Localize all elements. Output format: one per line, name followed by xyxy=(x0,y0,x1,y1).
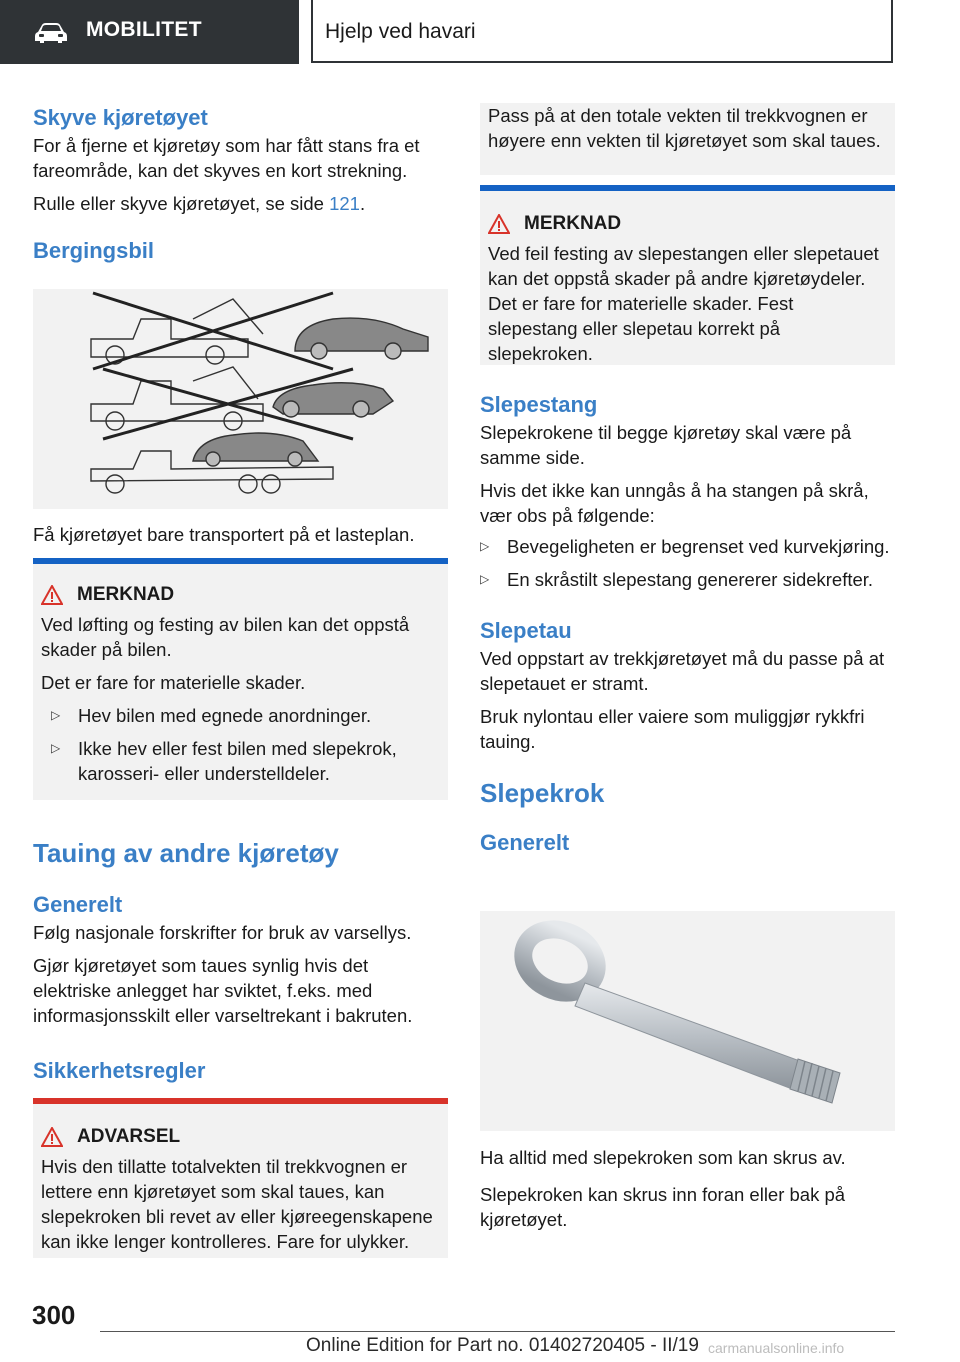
left-column-2 xyxy=(33,522,448,547)
towing-eye-illustration xyxy=(480,911,895,1131)
note-box xyxy=(33,558,448,800)
note-label: MERKNAD xyxy=(77,584,175,605)
heading-slepetau: Slepetau xyxy=(480,618,572,643)
list-item-text: En skråstilt slepestang genererer sidekrefter. xyxy=(507,569,874,590)
list-item xyxy=(480,534,895,559)
list-item xyxy=(41,703,440,728)
chapter-title: Hjelp ved havari xyxy=(325,20,476,43)
paragraph: Ved oppstart av trekkjøretøyet må du passe på at slepetauet er stramt. xyxy=(480,648,885,694)
heading-generelt: Generelt xyxy=(480,830,570,855)
image-caption: Ha alltid med slepekroken som kan skrus av. xyxy=(480,1147,846,1168)
page-number: 300 xyxy=(32,1300,76,1330)
edition-text: Online Edition for Part no. 01402720405 - II/19 xyxy=(306,1335,699,1356)
note-text: Ved løfting og festing av bilen kan det oppstå skader på bilen. xyxy=(41,614,410,660)
warning-triangle-icon xyxy=(41,1127,63,1147)
note-text: Ved feil festing av slepestangen eller slepetauet kan det oppstå skader på andre kjøretøydeler. Det er fare for materielle skader. Fest slepestang eller slepetau korrekt på slepekroken. xyxy=(488,243,879,364)
image-caption: Få kjøretøyet bare transportert på et lasteplan. xyxy=(33,524,415,545)
warning-label: ADVARSEL xyxy=(77,1126,181,1147)
warning-text: Hvis den tillatte totalvekten til trekkvognen er lettere enn kjøretøyet som skal taues, kan slepekroken bli revet av eller kjøreegenskapene kan ikke lenger kontrolleres. Fare for ulykker. xyxy=(41,1156,433,1252)
heading-tauing: Tauing av andre kjøretøy xyxy=(33,838,339,868)
note-text: Det er fare for materielle skader. xyxy=(41,672,306,693)
right-column xyxy=(480,390,895,858)
warning-continuation xyxy=(480,103,895,175)
paragraph: Hvis det ikke kan unngås å ha stangen på skrå, vær obs på følgende: xyxy=(480,480,869,526)
right-column-2 xyxy=(480,1145,895,1232)
footer-divider xyxy=(100,1331,895,1332)
section-title: MOBILITET xyxy=(86,18,202,41)
note-label: MERKNAD xyxy=(524,213,622,234)
list-item xyxy=(480,567,895,592)
paragraph: For å fjerne et kjøretøy som har fått stans fra et fareområde, kan det skyves en kort strekning. xyxy=(33,135,420,181)
paragraph: Slepekrokene til begge kjøretøy skal være på samme side. xyxy=(480,422,852,468)
crossref-text: Rulle eller skyve kjøretøyet, se side xyxy=(33,193,330,214)
note-box xyxy=(480,185,895,365)
paragraph: Slepekroken kan skrus inn foran eller bak på kjøretøyet. xyxy=(480,1184,846,1230)
note-header xyxy=(41,584,440,606)
bullet-triangle-icon: ▷ xyxy=(51,708,61,722)
warning-triangle-icon xyxy=(41,585,63,605)
towing-eye-image xyxy=(480,911,895,1131)
car-icon xyxy=(34,22,68,44)
bullet-triangle-icon: ▷ xyxy=(51,741,61,755)
list-item-text: Hev bilen med egnede anordninger. xyxy=(78,705,372,726)
watermark: carmanualsonline.info xyxy=(708,1340,845,1356)
warning-text: Pass på at den totale vekten til trekkvognen er høyere enn vekten til kjøretøyet som skal taues. xyxy=(488,105,881,151)
page-link[interactable]: 121 xyxy=(329,193,360,214)
note-header xyxy=(488,213,887,235)
heading-bergingsbil: Bergingsbil xyxy=(33,238,155,263)
heading-skyve: Skyve kjøretøyet xyxy=(33,105,208,130)
list-item-text: Bevegeligheten er begrenset ved kurvekjøring. xyxy=(507,536,890,557)
paragraph: Følg nasjonale forskrifter for bruk av varsellys. xyxy=(33,922,412,943)
paragraph: Bruk nylontau eller vaiere som muliggjør rykkfri tauing. xyxy=(480,706,865,752)
heading-sikkerhetsregler: Sikkerhetsregler xyxy=(33,1058,206,1083)
chapter-tab xyxy=(311,0,893,63)
left-column xyxy=(33,103,448,266)
tow-truck-image xyxy=(33,289,448,509)
bullet-triangle-icon: ▷ xyxy=(480,539,490,553)
paragraph: Gjør kjøretøyet som taues synlig hvis det elektriske anlegget har sviktet, f.eks. med informasjonsskilt eller varseltrekant i bakruten. xyxy=(33,955,413,1026)
crossref-end: . xyxy=(359,193,366,214)
list-item-text: Ikke hev eller fest bilen med slepekrok, karosseri- eller understelldeler. xyxy=(78,738,397,784)
warning-triangle-icon xyxy=(488,214,510,234)
warning-box xyxy=(33,1098,448,1258)
left-column-3 xyxy=(33,836,448,1086)
bullet-triangle-icon: ▷ xyxy=(480,572,490,586)
heading-slepekrok: Slepekrok xyxy=(480,778,605,808)
section-tab xyxy=(0,0,299,64)
list-item xyxy=(41,736,440,786)
warning-header xyxy=(41,1126,440,1148)
heading-slepestang: Slepestang xyxy=(480,392,598,417)
heading-generelt: Generelt xyxy=(33,892,123,917)
paragraph-crossref xyxy=(33,191,448,216)
tow-truck-illustration xyxy=(33,289,448,509)
